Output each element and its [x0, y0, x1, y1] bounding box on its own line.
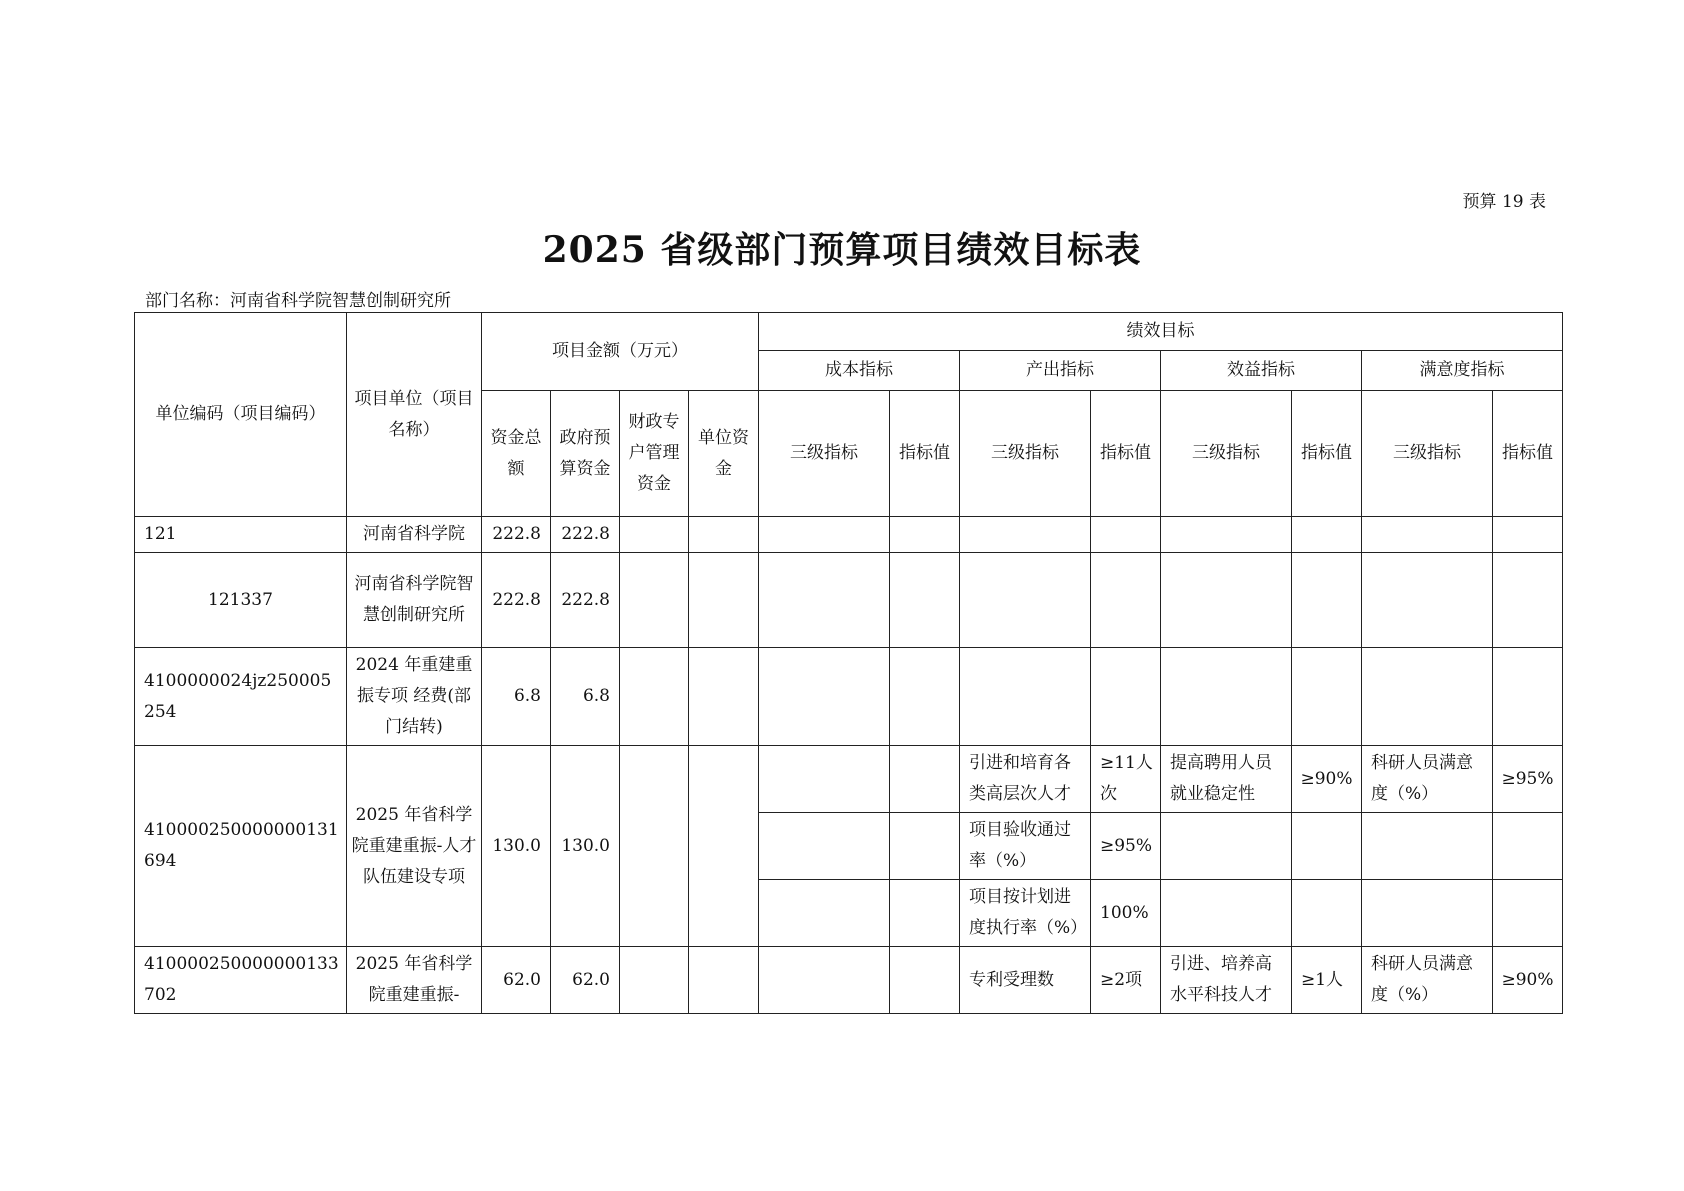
header-cost-value: 指标值: [890, 391, 960, 517]
header-output-indicators: 产出指标: [960, 351, 1161, 391]
project-name: 河南省科学院智慧创制研究所: [347, 553, 482, 648]
satisfaction-indicator: 科研人员满意度（%）: [1362, 947, 1493, 1014]
header-cost-indicators: 成本指标: [759, 351, 960, 391]
table-row: [135, 746, 1563, 813]
header-performance-goals: 绩效目标: [759, 313, 1563, 351]
header-unit-funds: 单位资金: [689, 391, 759, 517]
gov-budget: 62.0: [551, 947, 620, 1014]
output-value: ≥11人次: [1091, 746, 1161, 813]
table-number: 预算 19 表: [1462, 192, 1546, 212]
satisfaction-value: ≥95%: [1493, 746, 1563, 813]
gov-budget: 222.8: [551, 553, 620, 648]
output-indicator: 项目按计划进度执行率（%）: [960, 880, 1091, 947]
table-row: [135, 947, 1563, 1014]
header-benefit-level3: 三级指标: [1161, 391, 1292, 517]
satisfaction-indicator: 科研人员满意度（%）: [1362, 746, 1493, 813]
project-name: 河南省科学院: [347, 517, 482, 553]
header-satisfaction-level3: 三级指标: [1362, 391, 1493, 517]
project-name: 2024 年重建重振专项 经费(部门结转): [347, 648, 482, 746]
output-value: 100%: [1091, 880, 1161, 947]
gov-budget: 130.0: [551, 746, 620, 947]
unit-code: 121337: [135, 553, 347, 648]
benefit-indicator: 引进、培养高水平科技人才: [1161, 947, 1292, 1014]
unit-code: 410000250000000131694: [135, 746, 347, 947]
header-total-funds: 资金总额: [482, 391, 551, 517]
header-satisfaction-indicators: 满意度指标: [1362, 351, 1563, 391]
header-benefit-value: 指标值: [1292, 391, 1362, 517]
output-value: ≥2项: [1091, 947, 1161, 1014]
header-amount-group: 项目金额（万元）: [482, 313, 759, 391]
header-output-value: 指标值: [1091, 391, 1161, 517]
header-cost-level3: 三级指标: [759, 391, 890, 517]
header-special-account: 财政专户管理资金: [620, 391, 689, 517]
gov-budget: 6.8: [551, 648, 620, 746]
total-funds: 6.8: [482, 648, 551, 746]
total-funds: 222.8: [482, 517, 551, 553]
header-benefit-indicators: 效益指标: [1161, 351, 1362, 391]
project-name: 2025 年省科学院重建重振-人才队伍建设专项: [347, 746, 482, 947]
benefit-indicator: 提高聘用人员就业稳定性: [1161, 746, 1292, 813]
benefit-value: ≥1人: [1292, 947, 1362, 1014]
project-name: 2025 年省科学院重建重振-: [347, 947, 482, 1014]
output-indicator: 项目验收通过率（%）: [960, 813, 1091, 880]
table-row: [135, 648, 1563, 746]
unit-code: 410000250000000133702: [135, 947, 347, 1014]
total-funds: 62.0: [482, 947, 551, 1014]
unit-code: 121: [135, 517, 347, 553]
benefit-value: ≥90%: [1292, 746, 1362, 813]
department-name: 部门名称：河南省科学院智慧创制研究所: [145, 291, 451, 311]
satisfaction-value: ≥90%: [1493, 947, 1563, 1014]
unit-code: 4100000024jz250005254: [135, 648, 347, 746]
header-gov-budget: 政府预算资金: [551, 391, 620, 517]
header-output-level3: 三级指标: [960, 391, 1091, 517]
performance-table: [134, 312, 1563, 1014]
table-row: [135, 553, 1563, 648]
total-funds: 130.0: [482, 746, 551, 947]
header-project-unit: 项目单位（项目名称）: [347, 313, 482, 517]
gov-budget: 222.8: [551, 517, 620, 553]
output-value: ≥95%: [1091, 813, 1161, 880]
output-indicator: 引进和培育各类高层次人才: [960, 746, 1091, 813]
page-title: 2025 省级部门预算项目绩效目标表: [542, 229, 1142, 271]
header-unit-code: 单位编码（项目编码）: [135, 313, 347, 517]
output-indicator: 专利受理数: [960, 947, 1091, 1014]
total-funds: 222.8: [482, 553, 551, 648]
header-satisfaction-value: 指标值: [1493, 391, 1563, 517]
table-row: [135, 517, 1563, 553]
